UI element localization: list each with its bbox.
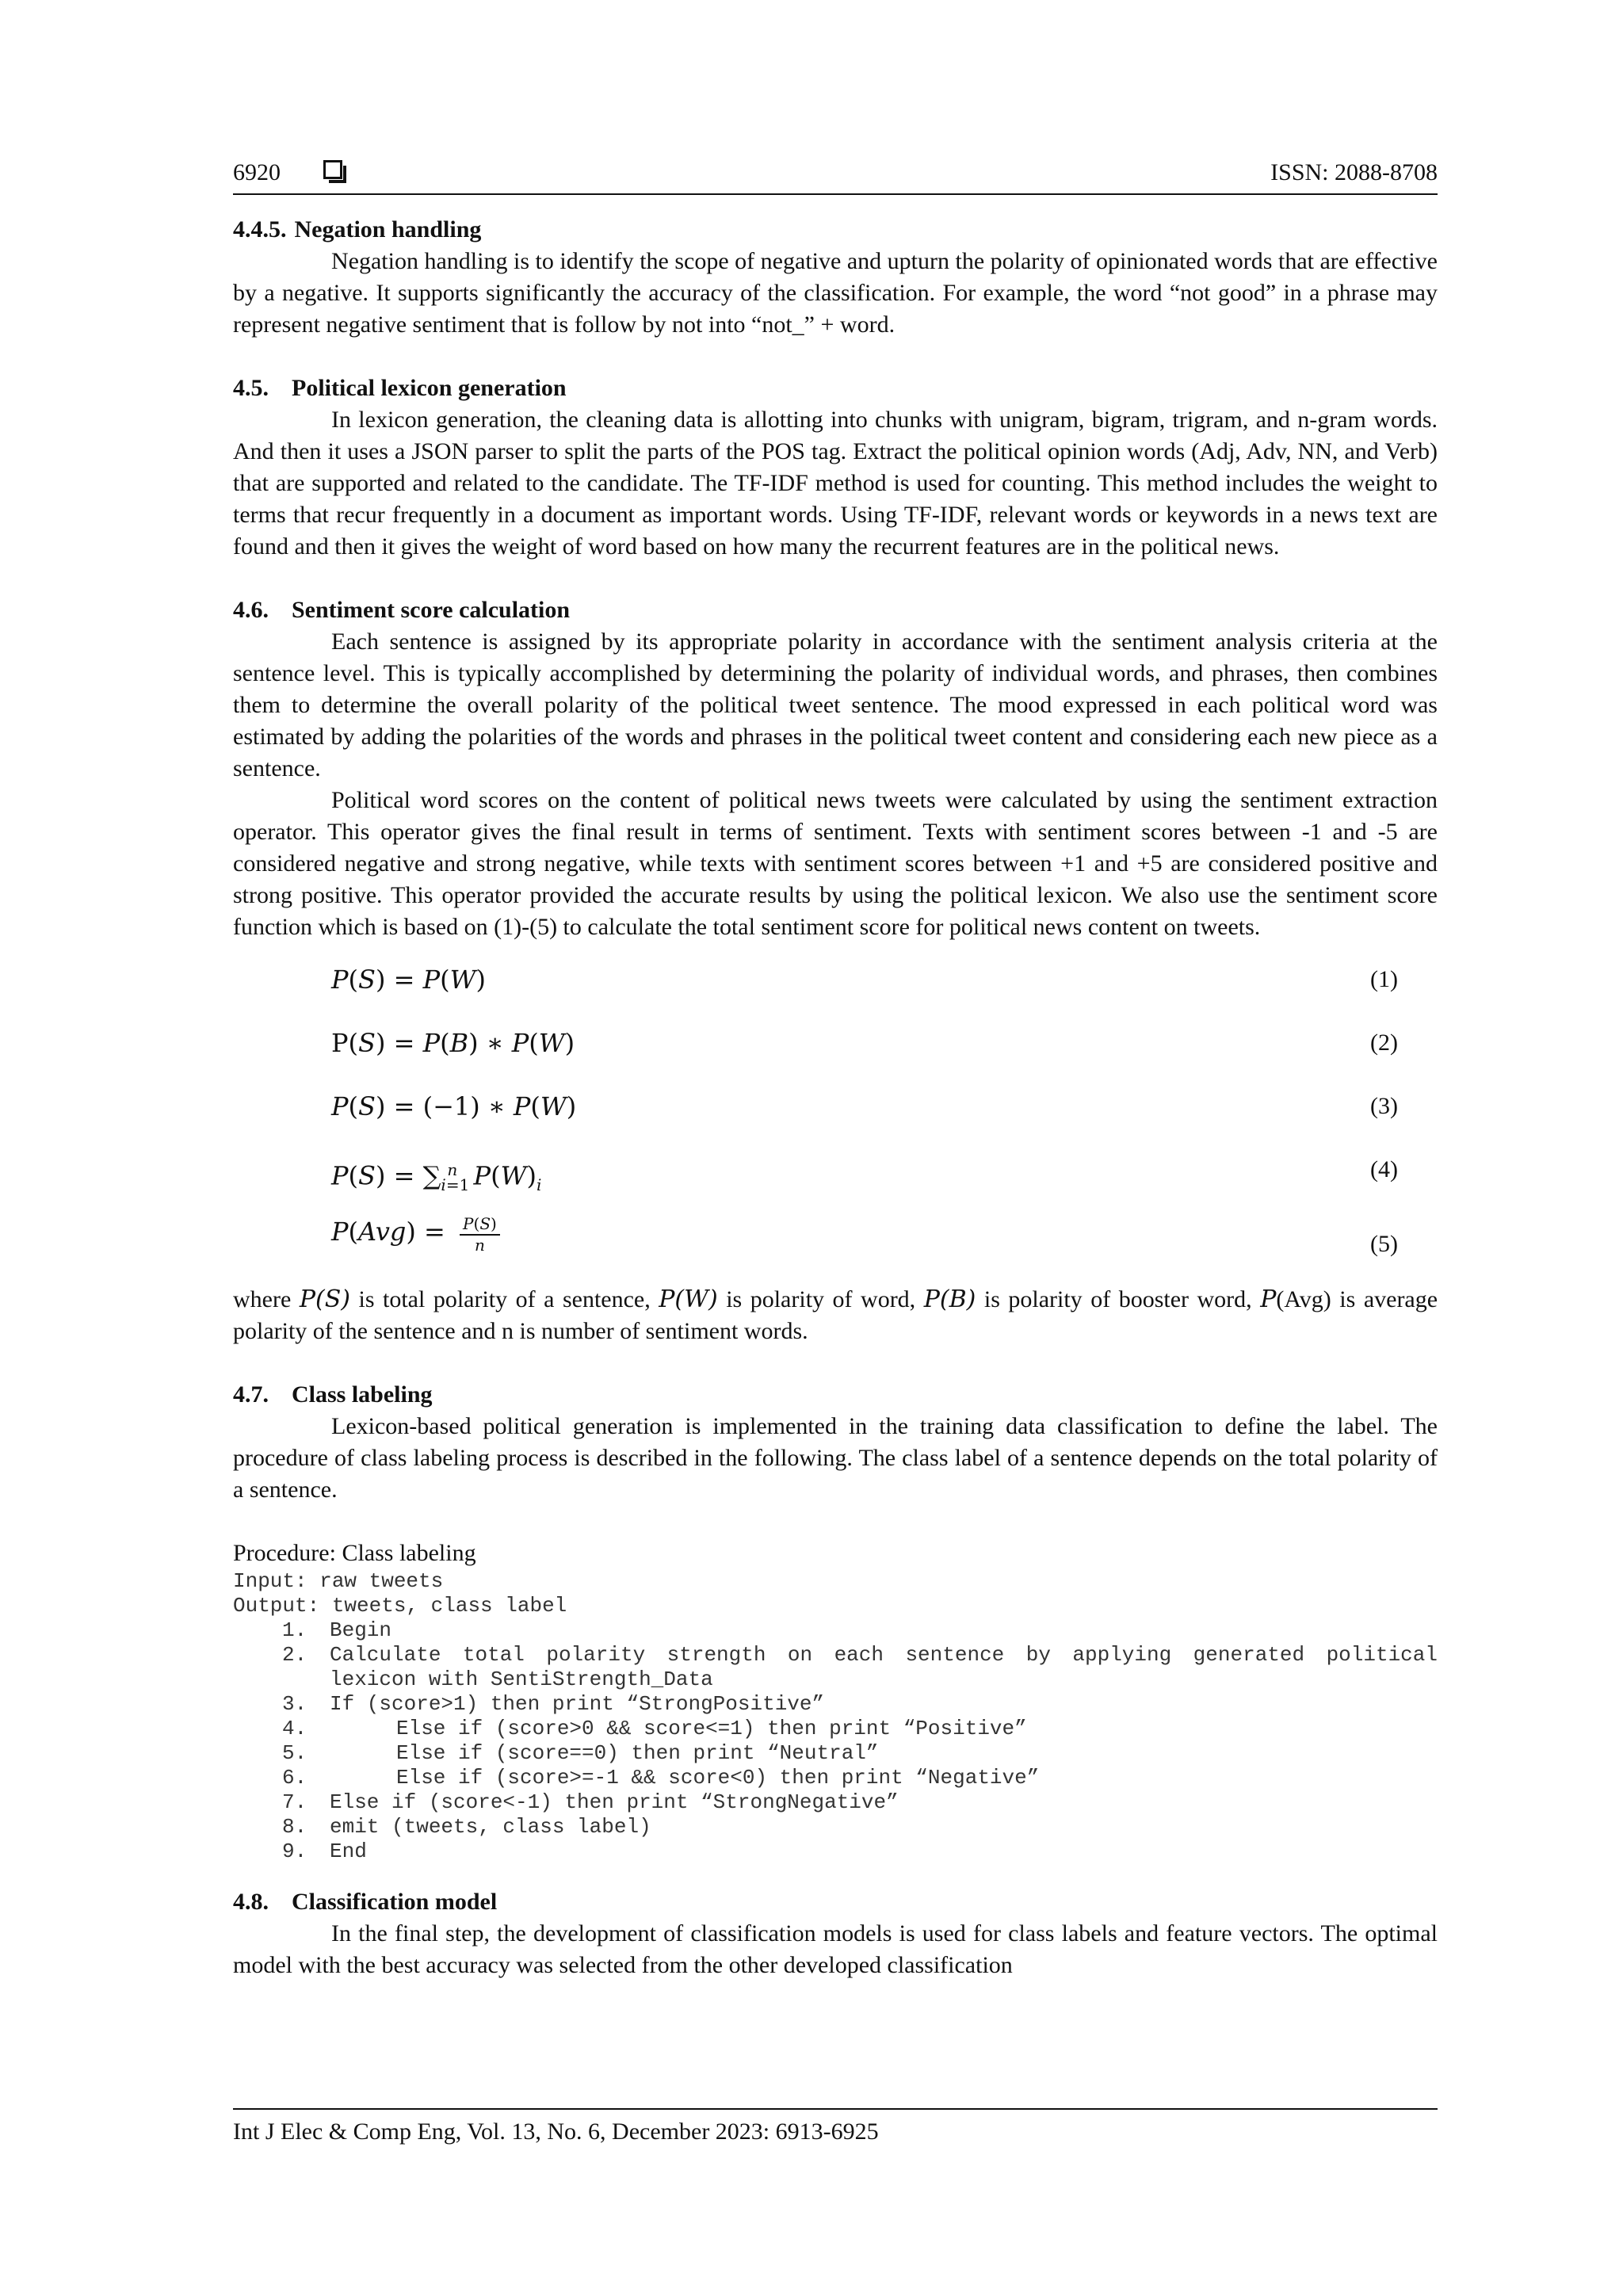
section-heading-class-labeling bbox=[233, 1379, 1438, 1411]
paragraph: Lexicon-based political generation is implemented in the training data classification to define the label. The procedure of class labeling process is described in the following. The class label of a sentence depends on the total polarity of a sentence. bbox=[233, 1413, 1438, 1503]
equation-formula: P(S) = (−1) ∗ P(W) bbox=[331, 1091, 577, 1121]
equation-5 bbox=[233, 1208, 1438, 1284]
header-rule bbox=[233, 193, 1438, 195]
section-number: 4.4.5. bbox=[233, 216, 287, 243]
equation-formula: $P(S) = \sum_{i=1}^n$ $P(W)_i$ bbox=[331, 1160, 542, 1195]
where-text: is total polarity of a sentence, bbox=[358, 1286, 651, 1312]
procedure-output: Output: tweets, class label bbox=[233, 1594, 567, 1618]
page-header bbox=[233, 157, 1438, 195]
equation-1 bbox=[233, 954, 1438, 1018]
issn: ISSN: 2088-8708 bbox=[1270, 159, 1438, 185]
section-title: Negation handling bbox=[294, 216, 482, 243]
paragraph: In the final step, the development of classification models is used for class labels and feature vectors. The optimal model with the best accuracy was selected from the other developed classification bbox=[233, 1920, 1438, 1978]
section-heading-classification bbox=[233, 1886, 1438, 1918]
footer-rule bbox=[233, 2108, 1438, 2110]
section-title: Class labeling bbox=[292, 1381, 433, 1408]
section-heading-negation bbox=[233, 214, 1438, 246]
page-number: 6920 bbox=[233, 159, 281, 185]
procedure-step: 8. emit (tweets, class label) bbox=[282, 1815, 651, 1839]
section-number: 4.7. bbox=[233, 1381, 269, 1408]
equation-number: (1) bbox=[1370, 966, 1398, 992]
paragraph: In lexicon generation, the cleaning data is allotting into chunks with unigram, bigram, trigram, and n-gram words. And then it uses a JSON parser to split the parts of the POS tag. Extract the political opinion words (Adj, Adv, NN, and Verb) that are supported and related to the candidate. The TF-IDF method is used for counting. This method includes the weight to terms that recur frequently in a document as important words. Using TF-IDF, relevant words or keywords in a news text are found and then it gives the weight of word based on how many the recurrent features are in the political news. bbox=[233, 407, 1438, 560]
section-title: Classification model bbox=[292, 1889, 498, 1915]
where-text: is polarity of word, bbox=[726, 1286, 916, 1312]
section-number: 4.6. bbox=[233, 597, 269, 623]
checkbox-square-icon bbox=[323, 160, 342, 179]
procedure-title: Procedure: Class labeling bbox=[233, 1540, 476, 1566]
main-content bbox=[233, 214, 1438, 1981]
equation-number: (5) bbox=[1370, 1231, 1398, 1257]
symbol-pw: P(W) bbox=[659, 1286, 718, 1313]
section-number: 4.8. bbox=[233, 1889, 269, 1915]
page-footer: Int J Elec & Comp Eng, Vol. 13, No. 6, December 2023: 6913-6925 bbox=[233, 2118, 879, 2145]
equation-number: (4) bbox=[1370, 1156, 1398, 1182]
equation-formula: P(S) = P(B) ∗ P(W) bbox=[331, 1028, 575, 1058]
equation-number: (3) bbox=[1370, 1093, 1398, 1119]
where-text: is polarity of booster word, bbox=[983, 1286, 1252, 1312]
equation-number: (2) bbox=[1370, 1030, 1398, 1056]
section-title: Political lexicon generation bbox=[292, 375, 567, 401]
equation-3 bbox=[233, 1081, 1438, 1144]
procedure-step: 7. Else if (score<-1) then print “StrongNegative” bbox=[282, 1790, 899, 1814]
procedure-code bbox=[233, 1569, 1438, 1864]
section-heading-lexicon bbox=[233, 372, 1438, 404]
procedure-input: Input: raw tweets bbox=[233, 1569, 444, 1593]
where-paragraph bbox=[233, 1284, 1438, 1347]
procedure-step: 1. Begin bbox=[282, 1618, 392, 1642]
paragraph: Negation handling is to identify the scope of negative and upturn the polarity of opinionated words that are effective by a negative. It supports significantly the accuracy of the classification. For example, the word “not good” in a phrase may represent negative sentiment that is follow by not into “not_” + word. bbox=[233, 248, 1438, 338]
procedure-steps bbox=[233, 1618, 1438, 1864]
equation-4 bbox=[233, 1144, 1438, 1208]
where-text: (Avg) is average polarity of the sentence and n is number of sentiment words. bbox=[233, 1286, 1438, 1344]
procedure-step: 9. End bbox=[282, 1839, 367, 1863]
symbol-pb: P(B) bbox=[923, 1286, 976, 1313]
equation-formula: P(S) = P(W) bbox=[331, 965, 486, 995]
procedure-step: 6. Else if (score>=-1 && score<0) then print “Negative” bbox=[282, 1766, 1040, 1790]
equation-2 bbox=[233, 1018, 1438, 1081]
procedure-step: 5. Else if (score==0) then print “Neutral” bbox=[282, 1741, 879, 1765]
paragraph: Each sentence is assigned by its appropriate polarity in accordance with the sentiment analysis criteria at the sentence level. This is typically accomplished by determining the polarity of individual words, and phrases, then combines them to determine the overall polarity of the political tweet sentence. The mood expressed in each political word was estimated by adding the polarities of the words and phrases in the political tweet content and considering each new piece as a sentence. bbox=[233, 628, 1438, 781]
where-text: where bbox=[233, 1286, 292, 1312]
symbol-p: P bbox=[1260, 1286, 1277, 1313]
section-number: 4.5. bbox=[233, 375, 269, 401]
paragraph: Political word scores on the content of political news tweets were calculated by using the sentiment extraction operator. This operator gives the final result in terms of sentiment. Texts with sentiment scores between -1 and -5 are considered negative and strong negative, while texts with sentiment scores between +1 and +5 are considered positive and strong positive. This operator provided the accurate results by using the political lexicon. We also use the sentiment score function which is based on (1)-(5) to calculate the total sentiment score for political news content on tweets. bbox=[233, 787, 1438, 940]
equation-formula: P(Avg) = $\frac{P(S)}{n}$ bbox=[331, 1214, 500, 1255]
section-heading-sentiment bbox=[233, 594, 1438, 626]
symbol-ps: P(S) bbox=[299, 1286, 350, 1313]
procedure-step: 3. If (score>1) then print “StrongPositive” bbox=[282, 1692, 825, 1716]
section-title: Sentiment score calculation bbox=[292, 597, 571, 623]
procedure-step: 2. Calculate total polarity strength on each sentence by applying generated political lexicon with SentiStrength_Data bbox=[282, 1643, 1438, 1691]
procedure-step: 4. Else if (score>0 && score<=1) then print “Positive” bbox=[282, 1717, 1027, 1740]
